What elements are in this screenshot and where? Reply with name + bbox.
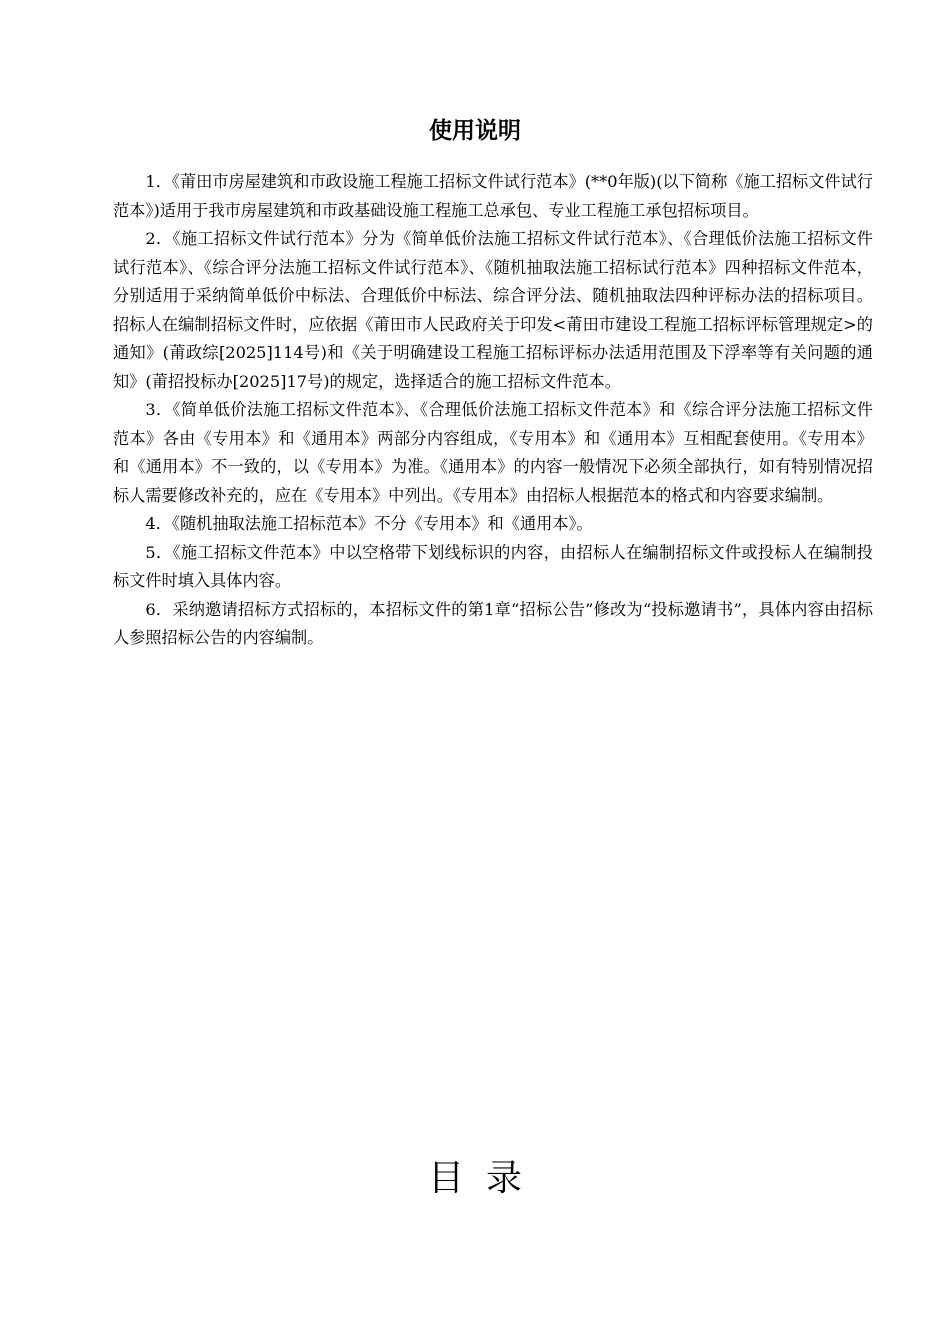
instructions-body bbox=[113, 168, 873, 653]
instruction-paragraph-5: 5．《施工招标文件范本》中以空格带下划线标识的内容，由招标人在编制招标文件或投标人在编制投标文件时填入具体内容。 bbox=[113, 542, 873, 590]
instruction-paragraph-1: 1．《莆田市房屋建筑和市政设施工程施工招标文件试行范本》(**0年版)(以下简称《施工招标文件试行范本》)适用于我市房屋建筑和市政基础设施工程施工总承包、专业工程施工承包招标项目。 bbox=[113, 172, 873, 220]
instruction-paragraph-6: 6．采纳邀请招标方式招标的，本招标文件的第1章“招标公告”修改为“投标邀请书”，具体内容由招标人参照招标公告的内容编制。 bbox=[113, 599, 873, 647]
instruction-paragraph-4: 4．《随机抽取法施工招标范本》不分《专用本》和《通用本》。 bbox=[145, 514, 593, 533]
table-of-contents-heading: 目录 bbox=[427, 1158, 544, 1199]
instruction-paragraph-3: 3．《简单低价法施工招标文件范本》、《合理低价法施工招标文件范本》和《综合评分法施工招标文件范本》各由《专用本》和《通用本》两部分内容组成，《专用本》和《通用本》互相配套使用。《专用本》和《通用本》不一致的，以《专用本》为准。《通用本》的内容一般情况下必须全部执行，如有特别情况招标人需要修改补充的，应在《专用本》中列出。《专用本》由招标人根据范本的格式和内容要求编制。 bbox=[113, 400, 873, 505]
page-title: 使用说明 bbox=[429, 118, 521, 144]
instruction-paragraph-2: 2．《施工招标文件试行范本》分为《简单低价法施工招标文件试行范本》、《合理低价法施工招标文件试行范本》、《综合评分法施工招标文件试行范本》、《随机抽取法施工招标试行范本》四种招标文件范本，分别适用于采纳简单低价中标法、合理低价中标法、综合评分法、随机抽取法四种评标办法的招标项目。招标人在编制招标文件时，应依据《莆田市人民政府关于印发<莆田市建设工程施工招标评标管理规定>的通知》(莆政综[2025]114号)和《关于明确建设工程施工招标评标办法适用范围及下浮率等有关问题的通知》(莆招投标办[2025]17号)的规定，选择适合的施工招标文件范本。 bbox=[113, 229, 873, 391]
